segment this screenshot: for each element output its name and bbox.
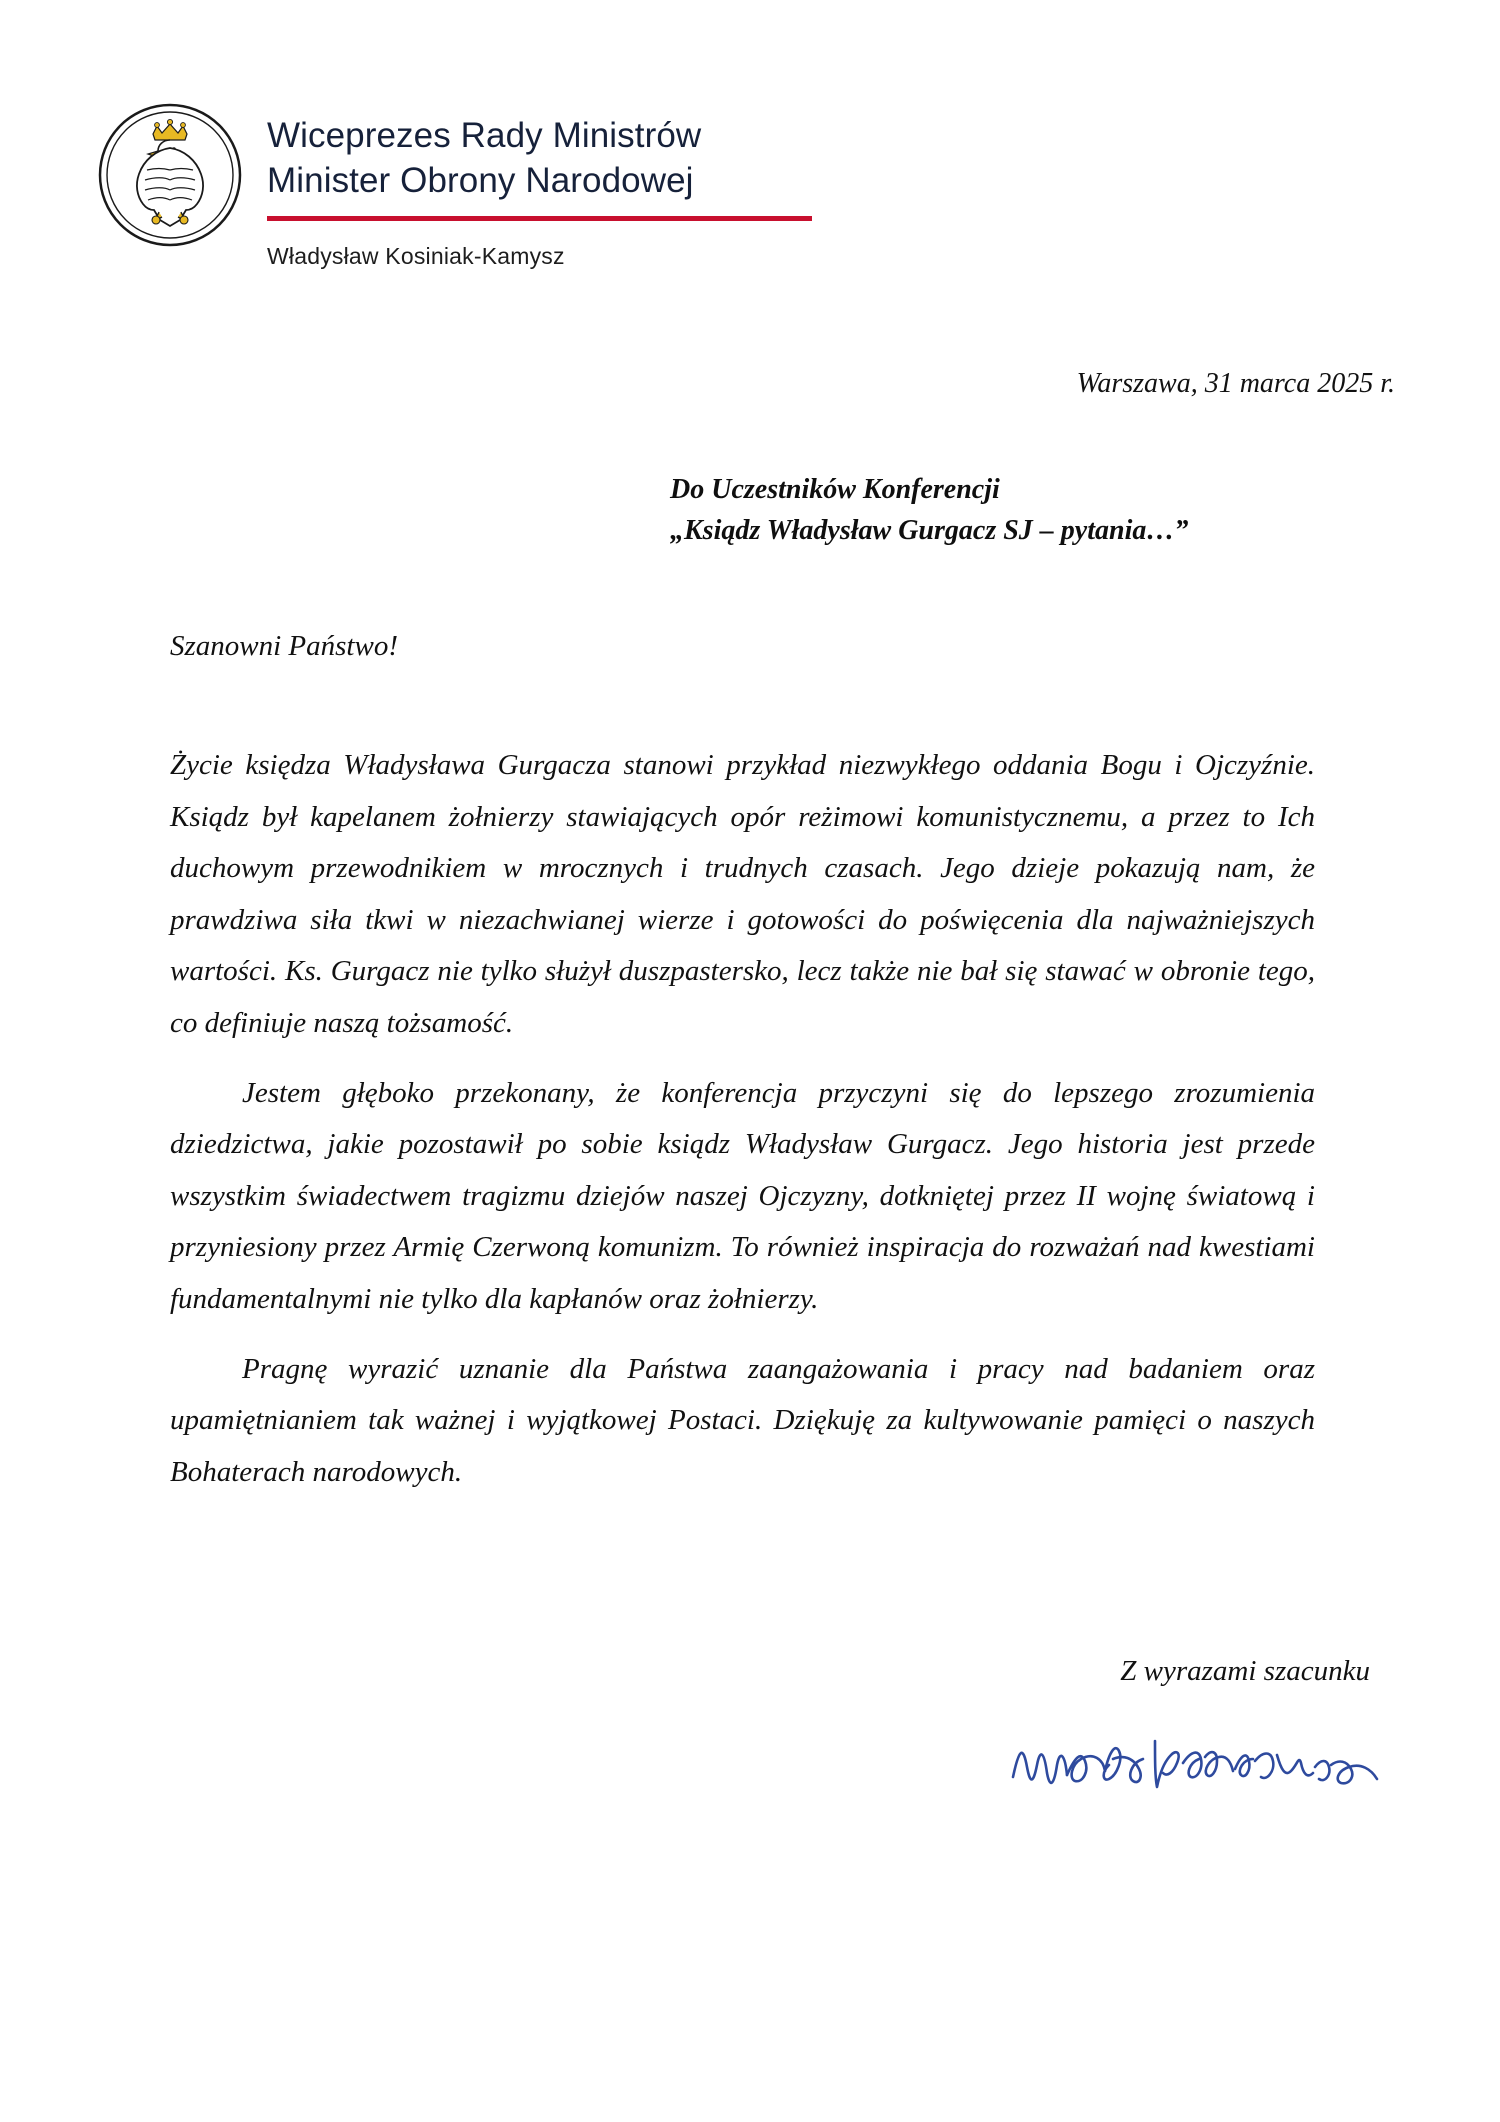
addressee-line-1: Do Uczestników Konferencji xyxy=(670,474,1000,505)
letterhead-red-rule xyxy=(267,216,812,221)
letterhead-minister-name: Władysław Kosiniak-Kamysz xyxy=(267,242,565,269)
letter-body xyxy=(170,740,1315,1517)
letterhead xyxy=(95,100,815,270)
letterhead-text xyxy=(267,100,815,270)
addressee-block xyxy=(670,470,1188,551)
handwritten-signature xyxy=(1005,1715,1385,1835)
salutation: Szanowni Państwo! xyxy=(170,630,398,662)
letterhead-title-line-1: Wiceprezes Rady Ministrów xyxy=(267,116,702,155)
closing-line: Z wyrazami szacunku xyxy=(1120,1655,1370,1687)
addressee-line-2: „Ksiądz Władysław Gurgacz SJ – pytania…” xyxy=(670,514,1189,546)
polish-eagle-crest-icon xyxy=(95,100,245,250)
body-paragraph-1: Życie księdza Władysława Gurgacza stanowi przykład niezwykłego oddania Bogu i Ojczyźnie. Ksiądz był kapelanem żołnierzy stawiających opór reżimowi komunistycznemu, a przez to Ich duchowym przewodnikiem w mrocznych i trudnych czasach. Jego dzieje pokazują nam, że prawdziwa siła tkwi w niezachwianej wierze i gotowości do poświęcenia dla najważniejszych wartości. Ks. Gurgacz nie tylko służył duszpastersko, lecz także nie bał się stawać w obronie tego, co definiuje naszą tożsamość. xyxy=(170,749,1315,1040)
letterhead-title-line-2: Minister Obrony Narodowej xyxy=(267,160,694,200)
body-paragraph-3: Pragnę wyrazić uznanie dla Państwa zaangażowania i pracy nad badaniem oraz upamiętnianiem tak ważnej i wyjątkowej Postaci. Dziękuję za kultywowanie pamięci o naszych Bohaterach narodowych. xyxy=(170,1352,1315,1488)
date-line: Warszawa, 31 marca 2025 r. xyxy=(1076,368,1395,399)
body-paragraph-2: Jestem głęboko przekonany, że konferencja przyczyni się do lepszego zrozumienia dziedzictwa, jakie pozostawił po sobie ksiądz Władysław Gurgacz. Jego historia jest przede wszystkim świadectwem tragizmu dziejów naszej Ojczyzny, dotkniętej przez II wojnę światową i przyniesiony przez Armię Czerwoną komunizm. To również inspiracja do rozważań nad kwestiami fundamentalnymi nie tylko dla kapłanów oraz żołnierzy. xyxy=(170,1076,1315,1316)
